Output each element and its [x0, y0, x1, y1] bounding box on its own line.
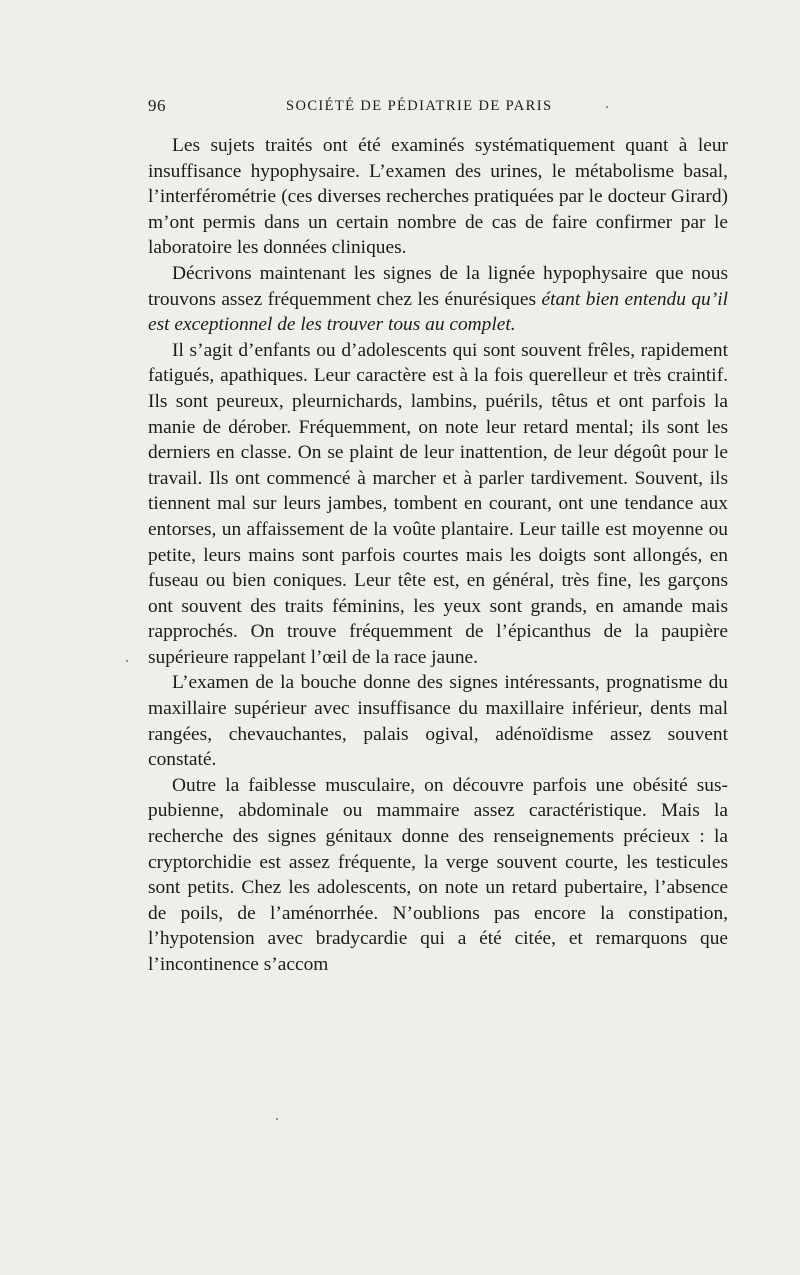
running-head: SOCIÉTÉ DE PÉDIATRIE DE PARIS — [286, 98, 553, 114]
paragraph-5: Outre la faiblesse musculaire, on découvre parfois une obésité sus-pubienne, abdominale ou mammaire assez caractéristique. Mais la recherche des signes génitaux donne des renseignements précieux : la cryptorchidie est assez fréquente, la verge souvent courte, les testicules sont petits. Chez les adolescents, on note un retard pubertaire, l’absence de poils, de l’aménorrhée. N’oublions pas encore la constipation, l’hypotension avec bradycardie qui a été citée, et remarquons que l’incontinence s’accom — [148, 774, 728, 975]
print-speck — [126, 660, 128, 662]
paragraph-1: Les sujets traités ont été examinés systématiquement quant à leur insuffisance hypophysaire. L’examen des urines, le métabolisme basal, l’interférométrie (ces diverses recherches pratiquées par le docteur Girard) m’ont permis dans un certain nombre de cas de faire confirmer par le laboratoire les données cliniques. — [148, 135, 728, 259]
body-text — [148, 133, 728, 978]
page-header — [148, 96, 728, 122]
paragraph-2 — [148, 261, 728, 338]
paragraph-3: Il s’agit d’enfants ou d’adolescents qui sont souvent frêles, rapidement fatigués, apathiques. Leur caractère est à la fois querelleur et très craintif. Ils sont peureux, pleurnichards, lambins, puérils, têtus et ont parfois la manie de dérober. Fréquemment, on note leur retard mental; ils sont les derniers en classe. On se plaint de leur inattention, de leur dégoût pour le travail. Ils ont commencé à marcher et à parler tardivement. Souvent, ils tiennent mal sur leurs jambes, tombent en courant, ont une tendance aux entorses, un affaissement de la voûte plantaire. Leur taille est moyenne ou petite, leurs mains sont parfois courtes mais les doigts sont allongés, en fuseau ou bien coniques. Leur tête est, en général, très fine, les garçons ont souvent des traits féminins, les yeux sont grands, en amande mais rapprochés. On trouve fréquemment de l’épicanthus de la paupière supérieure rappelant l’œil de la race jaune. — [148, 339, 728, 668]
print-speck — [276, 1118, 278, 1120]
paragraph-4: L’examen de la bouche donne des signes intéressants, prognatisme du maxillaire supérieur avec insuffisance du maxillaire inférieur, dents mal rangées, chevauchantes, palais ogival, adénoïdisme assez souvent constaté. — [148, 672, 728, 771]
print-speck — [606, 106, 608, 108]
paragraph-2-text: Décrivons maintenant les signes de la lignée hypophysaire que nous trouvons assez fréquemment chez les énurésiques — [148, 262, 728, 310]
paragraph-2-italic: étant bien entendu qu’il est exceptionnel de les trouver tous au complet. — [148, 288, 728, 336]
page-number: 96 — [148, 96, 166, 115]
